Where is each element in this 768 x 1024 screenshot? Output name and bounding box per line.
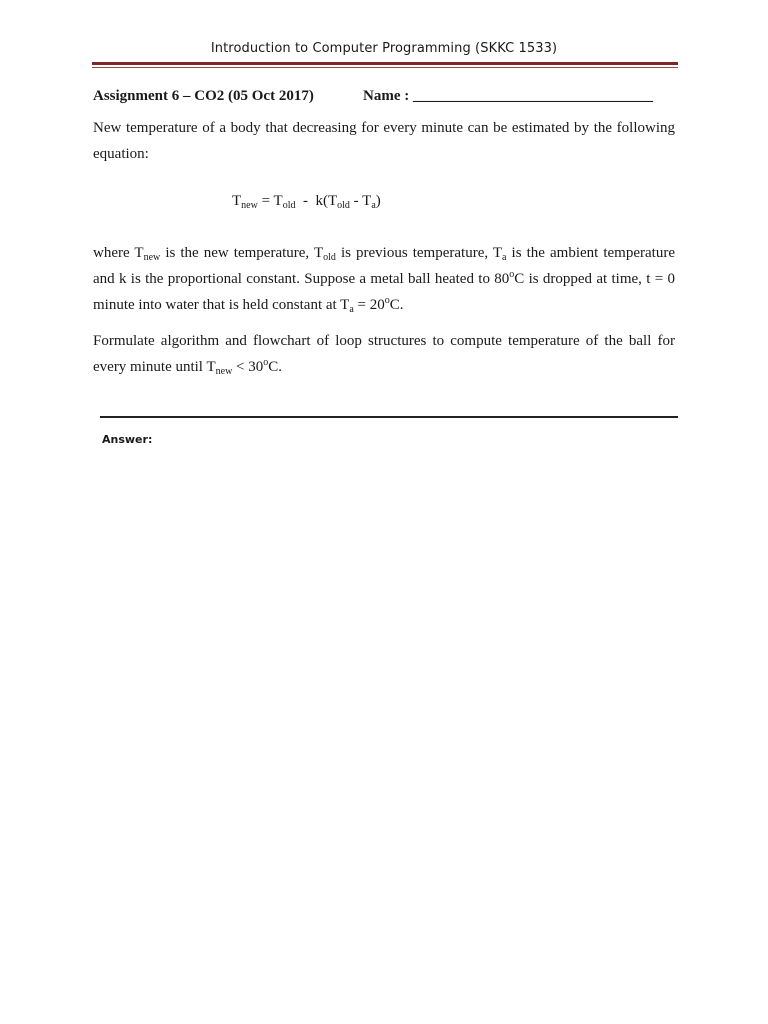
where-sub-old: old	[323, 252, 336, 263]
where-paragraph	[93, 240, 675, 318]
task-sup-degree: o	[263, 357, 269, 368]
where-part-3: is previous temperature, T	[335, 245, 503, 261]
task-paragraph	[93, 328, 675, 380]
eq-sub-new: new	[241, 200, 258, 211]
eq-sub-old-2: old	[337, 200, 350, 211]
eq-equals: = T	[257, 193, 283, 209]
header-rule-thick	[92, 62, 678, 65]
where-part-7: C.	[389, 297, 404, 313]
assignment-line	[93, 88, 653, 105]
where-sub-new: new	[143, 252, 161, 263]
task-part-2: < 30	[232, 359, 264, 375]
where-part-2: is the new temperature, T	[160, 245, 324, 261]
answer-area	[100, 455, 678, 975]
temperature-equation	[232, 193, 381, 210]
eq-t-new: T	[232, 193, 242, 209]
assignment-title: Assignment 6 – CO2 (05 Oct 2017)	[93, 88, 314, 104]
where-part-4: is the ambient temperature and k is the proportional constant. Suppose a metal ball heated to 80	[93, 245, 675, 287]
where-sub-a: a	[502, 252, 507, 263]
where-part-6: = 20	[353, 297, 385, 313]
answer-label: Answer:	[102, 433, 153, 446]
task-sub-new: new	[215, 366, 233, 377]
eq-minus-t: - T	[349, 193, 372, 209]
where-sup-degree-1: o	[509, 269, 515, 280]
eq-sub-a: a	[371, 200, 376, 211]
course-header-title: Introduction to Computer Programming (SKKC 1533)	[210, 41, 558, 56]
where-sub-a-2: a	[349, 304, 354, 315]
name-field-label: Name : ________________________________	[363, 88, 653, 104]
where-part-5: C is dropped at time, t = 0 minute into water that is held constant at T	[93, 271, 675, 313]
task-part-3: C.	[268, 359, 283, 375]
answer-divider	[100, 416, 678, 418]
where-part-1: where T	[93, 245, 144, 261]
header-rule-thin	[92, 67, 678, 68]
eq-close: )	[375, 193, 381, 209]
eq-minus-k: - k(T	[295, 193, 338, 209]
where-sup-degree-2: o	[384, 295, 390, 306]
eq-sub-old: old	[282, 200, 296, 211]
intro-paragraph: New temperature of a body that decreasing for every minute can be estimated by the following equation:	[93, 120, 675, 162]
task-part-1: Formulate algorithm and flowchart of loop structures to compute temperature of the ball for every minute until T	[93, 333, 675, 375]
